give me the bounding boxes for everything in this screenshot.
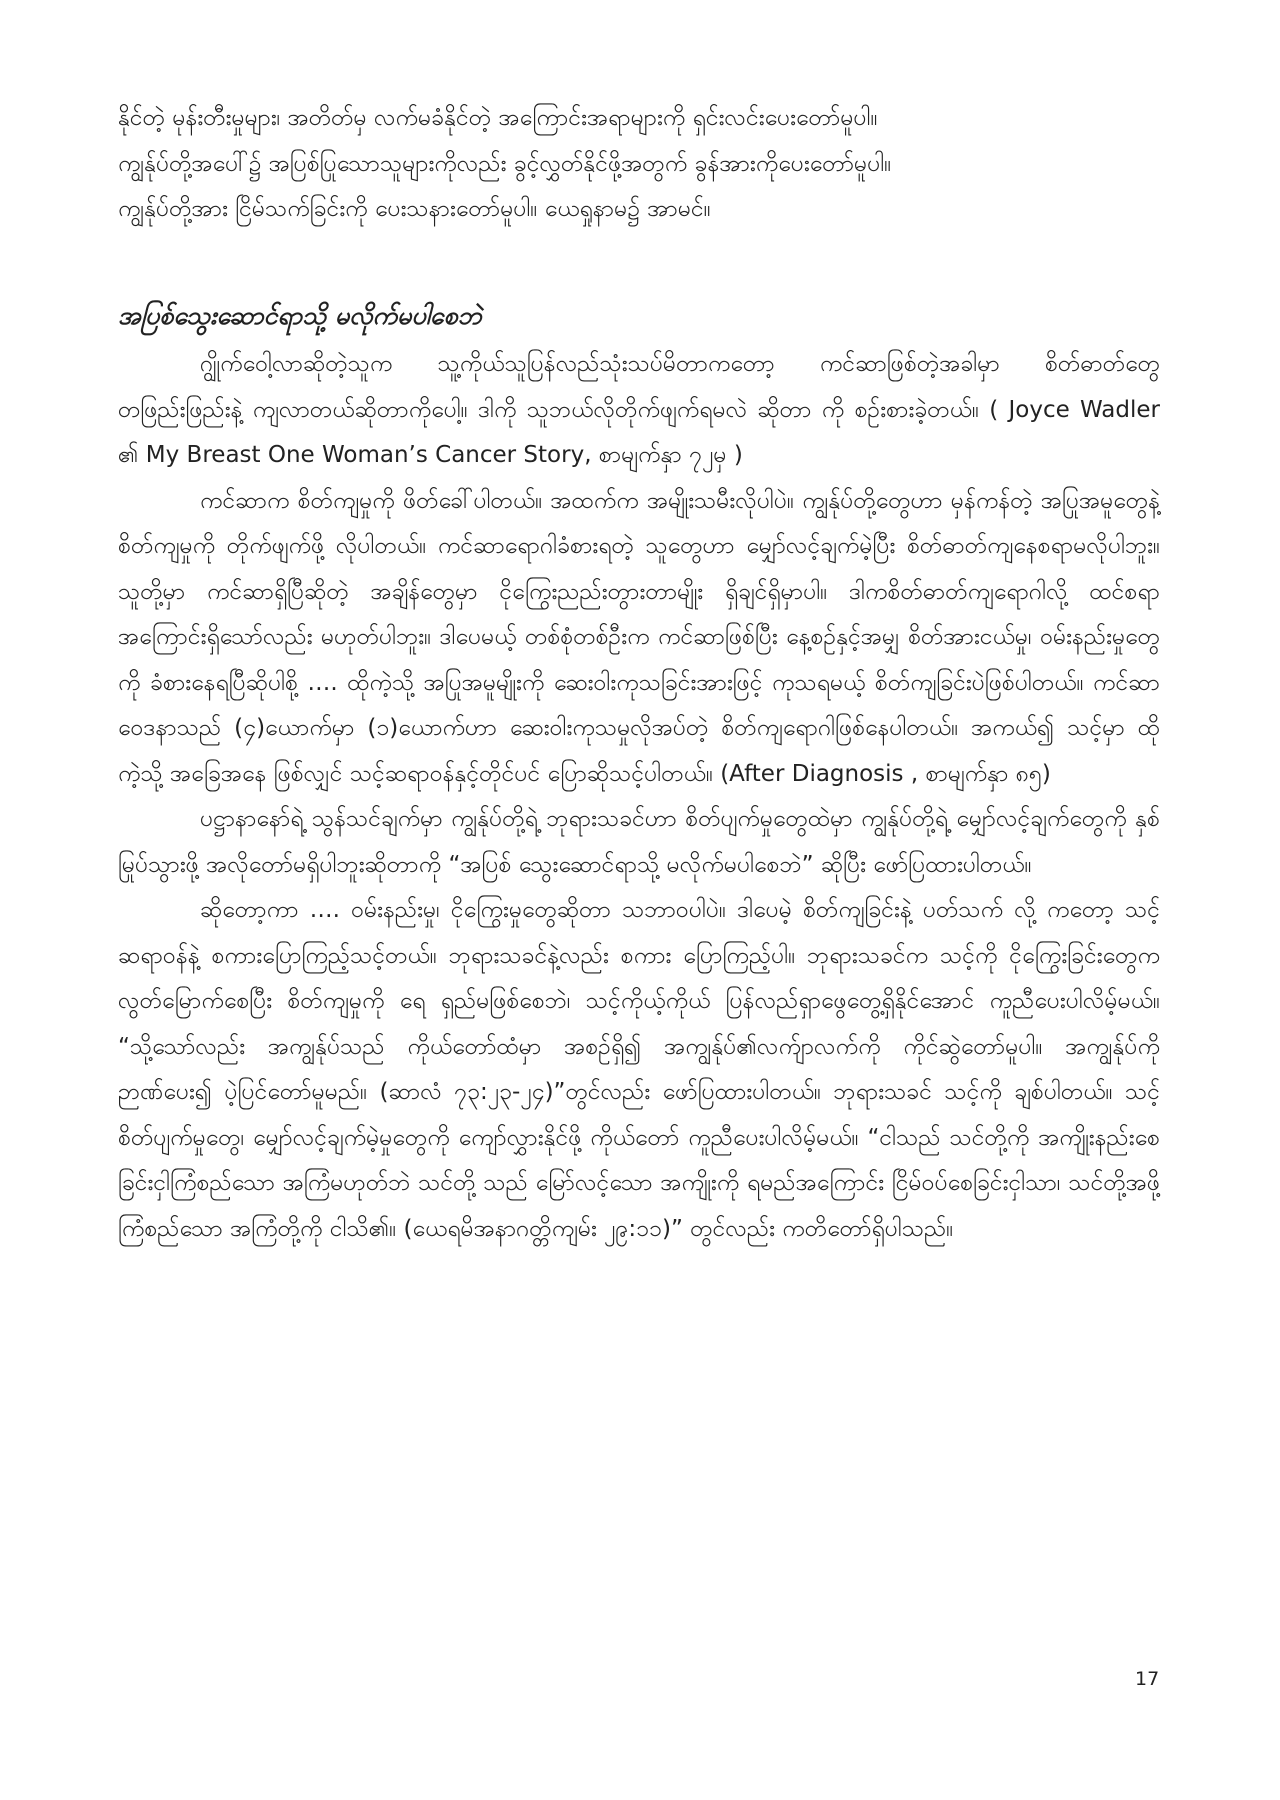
body-text	[118, 342, 1160, 1252]
intro-line: ကျွန်ုပ်တို့အပေါ်၌ အပြစ်ပြုသောသူများကိုလည်း ခွင့်လွှတ်နိုင်ဖို့အတွက် ခွန်အားကိုပေးတော်မူပါ။	[118, 150, 892, 177]
paragraph: ပဋ္ဌာနာနော်ရဲ့ သွန်သင်ချက်မှာ ကျွန်ုပ်တို့ရဲ့ ဘုရားသခင်ဟာ စိတ်ပျက်မှုတွေထဲမှာ ကျွန်ုပ်တို့ရဲ့ မျှော်လင့်ချက်တွေကို နှစ်မြုပ်သွားဖို့ အလိုတော်မရှိပါဘူးဆိုတာကို “အပြစ် သွေးဆောင်ရာသို့ မလိုက်မပါစေဘဲ” ဆိုပြီး ဖော်ပြထားပါတယ်။	[118, 806, 1160, 878]
intro-line: ကျွန်ုပ်တို့အား ငြိမ်သက်ခြင်းကို ပေးသနားတော်မူပါ။ ယေရှုနာမ၌ အာမင်။	[118, 196, 711, 222]
intro-line: နိုင်တဲ့ မုန်းတီးမှုများ၊ အတိတ်မှ လက်မခံနိုင်တဲ့ အကြောင်းအရာများကို ရှင်းလင်းပေးတော်မူပါ။	[118, 105, 878, 131]
paragraph: ကင်ဆာက စိတ်ကျမှုကို ဖိတ်ခေါ်ပါတယ်။ အထက်က အမျိုးသမီးလိုပါပဲ။ ကျွန်ုပ်တို့တွေဟာ မှန်ကန်တဲ့ အပြုအမူတွေနဲ့ စိတ်ကျမှုကို တိုက်ဖျက်ဖို့ လိုပါတယ်။ ကင်ဆာရောဂါခံစားရတဲ့ သူတွေဟာ မျှော်လင့်ချက်မဲ့ပြီး စိတ်ဓာတ်ကျနေစရာမလိုပါဘူး။ သူတို့မှာ ကင်ဆာရှိပြီဆိုတဲ့ အချိန်တွေမှာ ငိုကြွေးညည်းတွားတာမျိုး ရှိချင်ရှိမှာပါ။ ဒါကစိတ်ဓာတ်ကျရောဂါလို့ ထင်စရာ အကြောင်းရှိသော်လည်း မဟုတ်ပါဘူး။ ဒါပေမယ့် တစ်စုံတစ်ဦးက ကင်ဆာဖြစ်ပြီး နေ့စဉ်နှင့်အမျှ စိတ်အားငယ်မှု၊ ဝမ်းနည်းမှုတွေကို ခံစားနေရပြီဆိုပါစို့ …. ထိုကဲ့သို့ အပြုအမူမျိုးကို ဆေးဝါးကုသခြင်းအားဖြင့် ကုသရမယ့် စိတ်ကျခြင်းပဲဖြစ်ပါတယ်။ ကင်ဆာဝေဒနာသည် (၄)ယောက်မှာ (၁)ယောက်ဟာ ဆေးဝါးကုသမှုလိုအပ်တဲ့ စိတ်ကျရောဂါဖြစ်နေပါတယ်။ အကယ်၍ သင့်မှာ ထိုကဲ့သို့ အခြေအနေ ဖြစ်လျှင် သင့်ဆရာဝန်နှင့်တိုင်ပင် ပြောဆိုသင့်ပါတယ်။ (After Diagnosis , စာမျက်နှာ ၈၅)	[118, 487, 1160, 787]
page-number: 17	[1135, 1668, 1160, 1690]
paragraph: ဆိုတော့ကာ …. ဝမ်းနည်းမှု၊ ငိုကြွေးမှုတွေဆိုတာ သဘာဝပါပဲ။ ဒါပေမဲ့ စိတ်ကျခြင်းနဲ့ ပတ်သက် လို့ ကတော့ သင့်ဆရာဝန်နဲ့ စကားပြောကြည့်သင့်တယ်။ ဘုရားသခင်နဲ့လည်း စကား ပြောကြည့်ပါ။ ဘုရားသခင်က သင့်ကို ငိုကြွေးခြင်းတွေက လွတ်မြောက်စေပြီး စိတ်ကျမှုကို ရေ ရှည်မဖြစ်စေဘဲ၊ သင့်ကိုယ့်ကိုယ် ပြန်လည်ရှာဖွေတွေ့ရှိနိုင်အောင် ကူညီပေးပါလိမ့်မယ်။ “သို့သော်လည်း အကျွန်ုပ်သည် ကိုယ်တော်ထံမှာ အစဉ်ရှိ၍ အကျွန်ုပ်၏လက်ျာလက်ကို ကိုင်ဆွဲတော်မူပါ။ အကျွန်ုပ်ကို ဉာဏ်ပေး၍ ပဲ့ပြင်တော်မူမည်။ (ဆာလံ ၇၃:၂၃-၂၄)”တွင်လည်း ဖော်ပြထားပါတယ်။ ဘုရားသခင် သင့်ကို ချစ်ပါတယ်။ သင့်စိတ်ပျက်မှုတွေ၊ မျှော်လင့်ချက်မဲ့မှုတွေကို ကျော်လွှားနိုင်ဖို့ ကိုယ်တော် ကူညီပေးပါလိမ့်မယ်။ “ငါသည် သင်တို့ကို အကျိုးနည်းစေခြင်းငှါကြံစည်သော အကြံမဟုတ်ဘဲ သင်တို့ သည် မြော်လင့်သော အကျိုးကို ရမည်အကြောင်း ငြိမ်ဝပ်စေခြင်းငှါသာ၊ သင်တို့အဖို့ ကြံစည်သော အကြံတို့ကို ငါသိ၏။ (ယေရမိအနာဂတ္တိကျမ်း ၂၉:၁၁)” တွင်လည်း ကတိတော်ရှိပါသည်။	[118, 897, 1160, 1242]
intro-block	[118, 96, 1160, 233]
paragraph: ဂျွိုက်ဝေါ့လာဆိုတဲ့သူက သူ့ကိုယ်သူပြန်လည်သုံးသပ်မိတာကတော့ ကင်ဆာဖြစ်တဲ့အခါမှာ စိတ်ဓာတ်တွေ တဖြည်းဖြည်းနဲ့ ကျလာတယ်ဆိုတာကိုပေါ့။ ဒါကို သူဘယ်လိုတိုက်ဖျက်ရမလဲ ဆိုတာ ကို စဉ်းစားခဲ့တယ်။ ( Joyce Wadler ၏ My Breast One Woman’s Cancer Story, စာမျက်နှာ ၇၂မှ )	[118, 351, 1160, 468]
section-heading: အပြစ်သွေးဆောင်ရာသို့ မလိုက်မပါစေဘဲ	[118, 301, 482, 330]
